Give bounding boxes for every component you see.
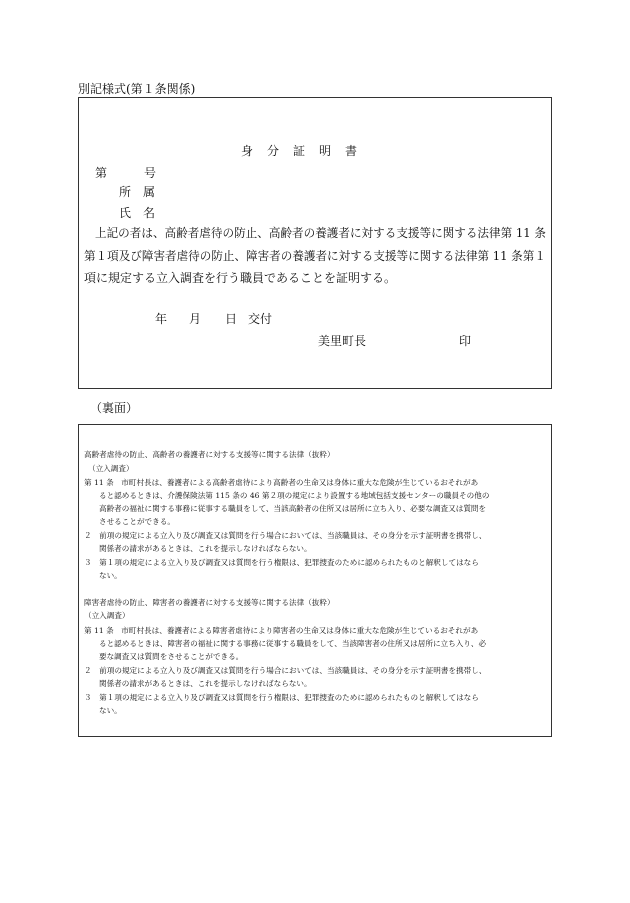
certificate-back: [78, 424, 552, 737]
certificate-front: [78, 97, 552, 389]
law-text-line: させることができる。: [99, 517, 175, 526]
law-text-line: 第 11 条 市町村長は、養護者による高齢者虐待により高齢者の生命又は身体に重大な危険が生じているおそれがあ: [84, 478, 479, 487]
name-label: 氏 名: [119, 206, 156, 220]
law-text-line: ２ 前項の規定による立入り及び調査又は質問を行う場合においては、当該職員は、その身分を示す証明書を携帯し、: [84, 666, 487, 675]
date-year: 年: [155, 312, 168, 326]
law-title: 高齢者虐待の防止、高齢者の養護者に対する支援等に関する法律（抜粋）: [84, 450, 335, 459]
section-heading: （立入調査）: [88, 464, 134, 473]
law-title: 障害者虐待の防止、障害者の養護者に対する支援等に関する法律（抜粋）: [84, 598, 335, 607]
law-text-line: ない。: [99, 571, 122, 580]
date-month: 月: [189, 312, 202, 326]
law-text-line: 高齢者の福祉に関する事務に従事する職員をして、当該高齢者の住所又は居所に立ち入り、必要な調査又は質問を: [99, 504, 487, 513]
seal-mark: 印: [459, 334, 472, 348]
law-text-line: 第 11 条 市町村長は、養護者による障害者虐待により障害者の生命又は身体に重大な危険が生じているおそれがあ: [84, 626, 479, 635]
certificate-body-line: 上記の者は、高齢者虐待の防止、高齢者の養護者に対する支援等に関する法律第 11 条: [95, 226, 546, 240]
certificate-body-line: 第１項及び障害者虐待の防止、障害者の養護者に対する支援等に関する法律第 11 条第１: [84, 249, 546, 263]
certificate-title: 身分証明書: [241, 144, 372, 158]
law-text-line: ない。: [99, 706, 122, 715]
law-text-line: 関係者の請求があるときは、これを提示しなければならない。: [99, 679, 312, 688]
law-text-line: ３ 第１項の規定による立入り及び調査又は質問を行う権限は、犯罪捜査のために認められたものと解釈してはなら: [84, 558, 479, 567]
issuer-title: 美里町長: [318, 334, 367, 348]
law-text-line: ると認めるときは、障害者の福祉に関する事務に従事する職員をして、当該障害者の住所又は居所に立ち入り、必: [99, 639, 487, 648]
certificate-body-line: 項に規定する立入調査を行う職員であることを証明する。: [84, 271, 397, 285]
affiliation-label: 所 属: [119, 185, 156, 199]
law-text-line: ると認めるときは、介護保険法第 115 条の 46 第２項の規定により設置する地域包括支援センターの職員その他の: [99, 491, 490, 500]
form-label: 別記様式(第１条関係): [78, 82, 196, 96]
number-prefix: 第: [95, 166, 108, 180]
back-label: （裏面）: [90, 401, 139, 415]
law-text-line: ３ 第１項の規定による立入り及び調査又は質問を行う権限は、犯罪捜査のために認められたものと解釈してはなら: [84, 693, 479, 702]
number-suffix: 号: [144, 166, 157, 180]
law-text-line: ２ 前項の規定による立入り及び調査又は質問を行う場合においては、当該職員は、その身分を示す証明書を携帯し、: [84, 531, 487, 540]
section-heading: （立入調査）: [84, 611, 130, 620]
date-day: 日: [225, 312, 238, 326]
law-text-line: 関係者の請求があるときは、これを提示しなければならない。: [99, 544, 312, 553]
law-text-line: 要な調査又は質問をさせることができる。: [99, 652, 244, 661]
date-issued: 交付: [248, 312, 273, 326]
